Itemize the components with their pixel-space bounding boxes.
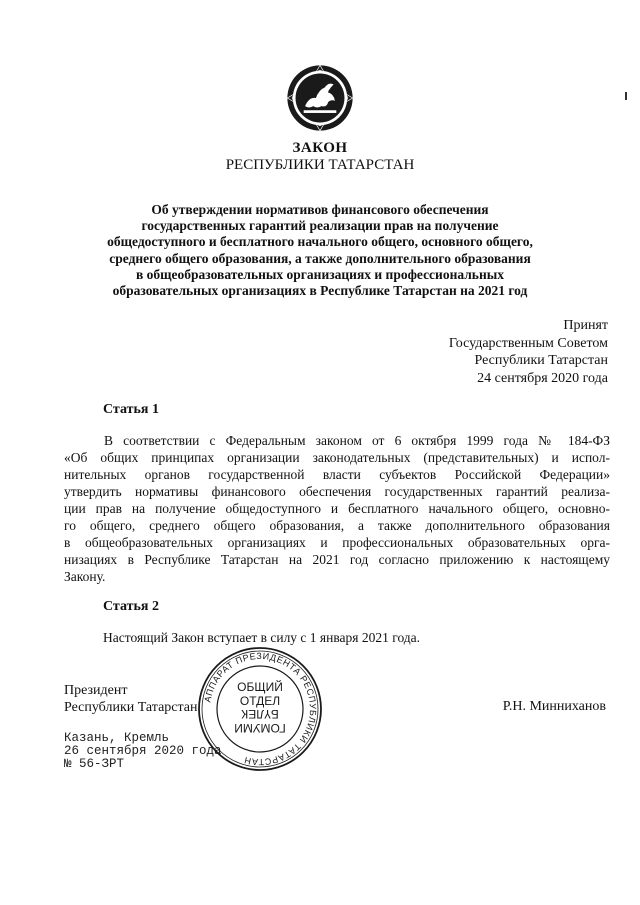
article-1-line: В соответствии с Федеральным законом от 6 октября 1999 года № 184-ФЗ [104,433,610,448]
official-stamp [196,645,324,773]
stamp-line-1: ОБЩИЙ [237,680,283,694]
stamp-line-2: ОТДЕЛ [239,694,281,708]
article-1-text [64,432,610,585]
adoption-block [449,317,608,387]
document-type: ЗАКОН [292,140,348,156]
stamp-line-3: ГОМУМИ [234,721,286,735]
article-1-line: ции прав на получение общедоступного и бесплатного начального общего, основно- [64,501,610,516]
article-1-line: «Об общих принципах организации законодательных (представительных) и испол- [64,450,610,465]
article-1-line: в общеобразовательных организациях и профессиональных образовательных орга- [64,535,610,550]
article-1-line: утвердить нормативы финансового обеспечения государственных гарантий реализа- [64,484,610,499]
article-1-line: го общего, среднего общего образования, а также дополнительного образования [64,518,610,533]
margin-mark [625,92,627,100]
adoption-date: 24 сентября 2020 года [477,370,608,386]
title-line: в общеобразовательных организациях и профессиональных [135,266,505,282]
stamp-line-4: БҮЛЕК [241,707,279,721]
signatory-name: Р.Н. Минниханов [502,699,606,714]
article-1-line: Закону. [64,569,106,584]
article-1-line: низациях в Республике Татарстан на 2021 год согласно приложению к настоящему [64,552,610,567]
title-line: Об утверждении нормативов финансового обеспечения [151,202,489,217]
signatory-title-line: Президент [64,683,128,698]
adoption-line: Республики Татарстан [474,353,608,368]
title-line: государственных гарантий реализации прав на получение [141,218,499,234]
registration-date: 26 сентября 2020 года [64,744,222,758]
article-1-line: нительных органов государственной власти субъектов Российской Федерации» [64,467,610,482]
title-line: образовательных организациях в Республике Татарстан на 2021 год [112,283,528,299]
stamp-ring-text: АППАРАТ ПРЕЗИДЕНТА РЕСПУБЛИКИ ТАТАРСТАН [202,650,319,768]
signatory-title [64,682,198,716]
adoption-line: Принят [563,318,608,333]
registration-place: Казань, Кремль [64,731,170,745]
title-line: общедоступного и бесплатного начального общего, основного общего, [107,234,533,250]
article-1-heading: Статья 1 [103,402,159,417]
signatory-title-line: Республики Татарстан [64,700,198,715]
adoption-line: Государственным Советом [448,335,608,351]
title-line: среднего общего образования, а также дополнительного образования [109,250,531,266]
document-title [0,202,640,299]
issuer-name: РЕСПУБЛИКИ ТАТАРСТАН [225,157,415,173]
registration-number: № 56-ЗРТ [64,757,125,771]
article-2-heading: Статья 2 [103,599,159,614]
tatarstan-emblem-icon [286,64,354,132]
article-2-text: Настоящий Закон вступает в силу с 1 января 2021 года. [103,630,421,645]
